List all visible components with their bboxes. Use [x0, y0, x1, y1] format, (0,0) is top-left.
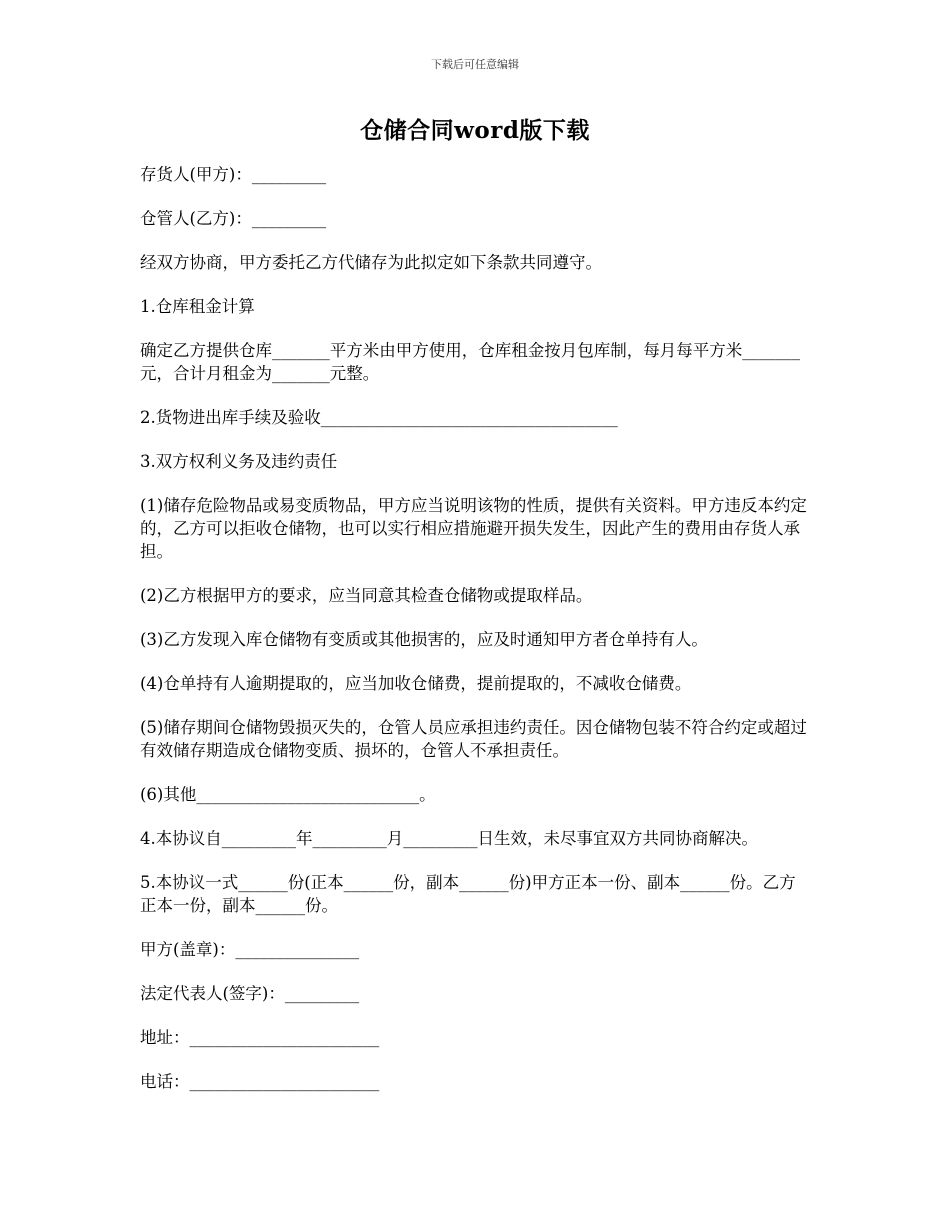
clause-3-6: (6)其他___________________________。 — [140, 785, 436, 804]
section-4: 4.本协议自_________年_________月_________日生效，未尽事宜双方共同协商解决。 — [140, 829, 758, 848]
clause-3-3: (3)乙方发现入库仓储物有变质或其他损害的，应及时通知甲方者仓单持有人。 — [140, 630, 708, 649]
phone-line: 电话：_______________________ — [140, 1072, 380, 1091]
section-1-body: 确定乙方提供仓库_______平方米由甲方使用，仓库租金按月包库制，每月每平方米_______元，合计月租金为_______元整。 — [140, 341, 800, 383]
header-note: 下载后可任意编辑 — [431, 58, 519, 71]
legal-rep-signature-line: 法定代表人(签字)：_________ — [140, 984, 360, 1003]
document-body — [140, 163, 812, 1114]
document-title: 仓储合同word版下载 — [360, 117, 590, 144]
party-b-line: 仓管人(乙方)：_________ — [140, 209, 327, 228]
clause-3-1: (1)储存危险物品或易变质物品，甲方应当说明该物的性质，提供有关资料。甲方违反本约定的，乙方可以拒收仓储物，也可以实行相应措施避开损失发生，因此产生的费用由存货人承担。 — [140, 496, 807, 561]
section-5: 5.本协议一式______份(正本______份，副本______份)甲方正本一份、副本______份。乙方正本一份，副本______份。 — [140, 873, 796, 915]
section-3-heading: 3.双方权利义务及违约责任 — [140, 452, 338, 471]
clause-3-4: (4)仓单持有人逾期提取的，应当加收仓储费，提前提取的，不减收仓储费。 — [140, 674, 692, 693]
intro-paragraph: 经双方协商，甲方委托乙方代储存为此拟定如下条款共同遵守。 — [140, 253, 602, 272]
address-line: 地址：_______________________ — [140, 1028, 380, 1047]
party-a-line: 存货人(甲方)：_________ — [140, 165, 327, 184]
clause-3-5: (5)储存期间仓储物毁损灭失的，仓管人员应承担违约责任。因仓储物包装不符合约定或超过有效储存期造成仓储物变质、损坏的，仓管人不承担责任。 — [140, 718, 807, 760]
section-2-heading: 2.货物进出库手续及验收____________________________________ — [140, 408, 618, 427]
party-a-seal-line: 甲方(盖章)：_______________ — [140, 940, 360, 959]
section-1-heading: 1.仓库租金计算 — [140, 297, 255, 316]
clause-3-2: (2)乙方根据甲方的要求，应当同意其检查仓储物或提取样品。 — [140, 586, 593, 605]
